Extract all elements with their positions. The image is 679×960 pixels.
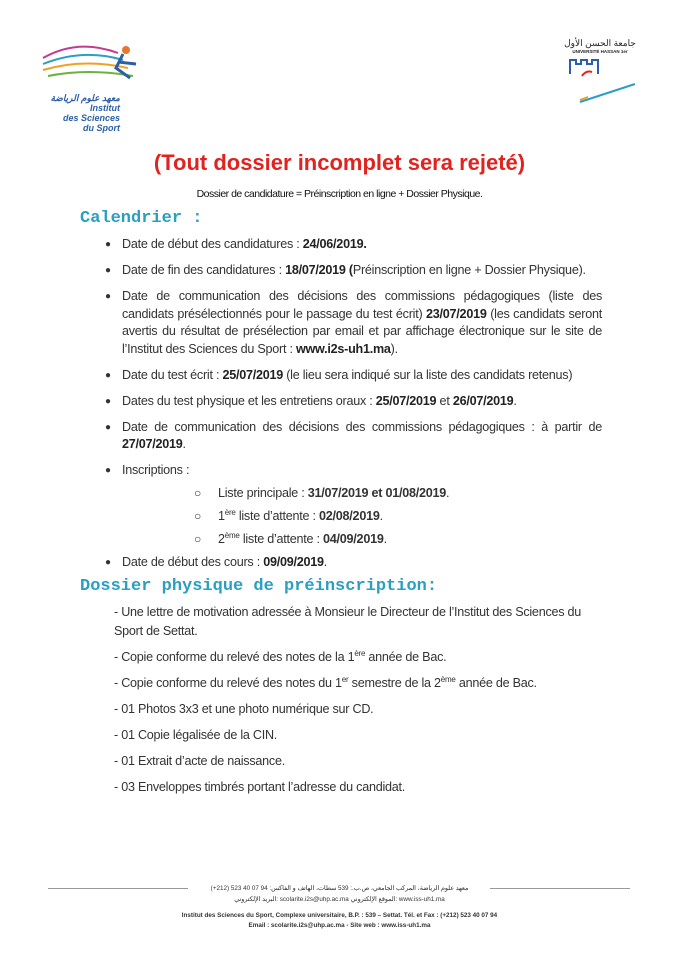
bullet-icon: ● [105,556,111,568]
text-segment: www.i2s-uh1.ma [295,341,391,356]
logo-text: des Sciences [62,113,120,123]
text-segment: Date de communication des décisions des commissions pédagogiques : à partir de [122,419,602,434]
text-segment: (les candidats seront avertis du résultat de présélection par email et par affichage électronique sur le site de l’Institut des Sciences du Sport : [122,306,603,356]
text-segment: année de Bac. [365,650,447,664]
university-arabic-name: جامعة الحسن الأول [564,38,636,48]
text-segment: ). [390,341,398,356]
tower-logo-icon [560,54,640,109]
text-segment: er [341,674,349,684]
circle-bullet-icon: ○ [194,508,201,523]
text-segment: semestre de la 2 [348,676,441,690]
dossier-item [114,726,604,745]
text-segment: . [446,485,450,500]
circle-bullet-icon: ○ [194,485,201,500]
footer-contact: Email : scolarite.i2s@uhp.ac.ma - Site web : www.iss-uh1.ma [248,922,431,929]
text-segment: 09/09/2019 [263,554,324,569]
text-segment: 27/07/2019 [122,437,183,451]
calendar-item [105,419,602,454]
document-body [0,209,679,804]
text-segment: 25/07/2019 [222,367,283,382]
dossier-item [114,674,604,693]
text-segment: 25/07/2019 [375,393,437,408]
text-segment: 26/07/2019 [452,393,514,408]
text-segment: 24/06/2019. [302,237,367,251]
text-segment: Liste principale : [218,485,308,500]
bullet-icon: ● [105,291,111,302]
text-segment: - Copie conforme du relevé des notes du 1 [114,676,342,690]
text-segment: - 01 Photos 3x3 et une photo numérique sur CD. [114,702,374,716]
text-segment: 23/07/2019 [426,306,487,321]
text-segment: ème [440,674,456,684]
logo-text: du Sport [83,123,120,133]
logo-text: Institut [90,103,120,113]
calendar-item [105,462,602,480]
dossier-item [114,778,604,797]
footer-address: Institut des Sciences du Sport, Complexe universitaire, B.P. : 539 – Settat. Tél. et Fax : (+212) 523 40 07 94 [181,912,498,919]
text-segment: 31/07/2019 et 01/08/2019 [307,485,447,500]
text-segment: 18/07/2019 ( [285,263,353,277]
text-segment: ème [224,530,240,540]
page-title: (Tout dossier incomplet sera rejeté) [153,150,526,175]
text-segment: 02/08/2019 [319,508,380,523]
runner-logo-icon [38,38,148,88]
bullet-icon: ● [105,239,111,250]
text-segment: Date de début des cours : [122,554,264,569]
text-segment: - 01 Extrait d’acte de naissance. [114,754,285,768]
dossier-item [114,648,604,667]
footer-arabic-contact: البريد الإلكتروني: scolarite.i2s@uhp.ac.ma الموقع الإلكتروني: www.iss-uh1.ma [234,896,445,903]
text-segment: . [379,508,383,523]
text-segment: Date de fin des candidatures : [122,263,286,277]
calendar-heading: Calendrier : [80,209,203,228]
text-segment: - 01 Copie légalisée de la CIN. [114,728,278,742]
text-segment: . [323,554,327,569]
university-logo [560,38,640,116]
calendar-item [105,288,603,358]
bullet-icon: ● [105,395,111,407]
text-segment: 04/09/2019 [323,531,384,546]
text-segment: 2 [218,531,225,546]
text-segment: 1 [218,508,225,523]
inscription-sub-item [194,507,679,525]
institut-logo [38,38,148,133]
text-segment: . [513,393,517,408]
inscription-sub-item [194,530,679,548]
calendar-item [105,393,602,411]
circle-bullet-icon: ○ [194,531,201,546]
university-name: UNIVERSITÉ HASSAN 1er [572,49,628,54]
bullet-icon: ● [105,369,111,381]
calendar-item [105,554,602,572]
text-segment: ère [354,648,366,658]
text-segment: Préinscription en ligne + Dossier Physique). [352,263,586,277]
text-segment: Date de début des candidatures : [122,237,303,251]
text-segment: ère [224,507,236,517]
dossier-item [114,752,604,771]
calendar-item [105,262,602,280]
bullet-icon: ● [105,465,111,476]
text-segment: Dates du test physique et les entretiens oraux : [122,393,376,408]
text-segment: Date de communication des décisions des commissions pédagogiques (liste des candidats présélectionnés pour le passage du test écrit) [122,289,602,321]
calendar-item [105,367,602,385]
bullet-icon: ● [105,265,111,276]
text-segment: - Une lettre de motivation adressée à Monsieur le Directeur de l’Institut des Sciences du Sport de Settat. [114,605,582,638]
text-segment: (le lieu sera indiqué sur la liste des candidats retenus) [282,367,573,382]
page-subtitle: Dossier de candidature = Préinscription en ligne + Dossier Physique. [196,188,483,200]
text-segment: . [182,437,186,451]
dossier-item [114,603,604,641]
text-segment: liste d’attente : [239,531,324,546]
text-segment: . [383,531,387,546]
dossier-item [114,700,604,719]
text-segment: - 03 Enveloppes timbrés portant l’adresse du candidat. [114,780,406,794]
footer-arabic-address: معهد علوم الرياضة، المركب الجامعي، ص.ب.: 539 سطات، الهاتف و الفاكس: 94 07 40 523 (212+) [210,885,469,892]
bullet-icon: ● [105,421,111,433]
text-segment: année de Bac. [455,676,537,690]
dossier-heading: Dossier physique de préinscription: [80,577,438,596]
text-segment: Inscriptions : [122,463,190,477]
text-segment: liste d’attente : [235,508,320,523]
calendar-item [105,236,602,254]
text-segment: Date du test écrit : [122,367,223,382]
text-segment: et [436,393,453,408]
text-segment: - Copie conforme du relevé des notes de la 1 [114,650,355,664]
logo-arabic-text: معهد علوم الرياضة [50,93,120,103]
inscription-sub-item [194,485,679,502]
